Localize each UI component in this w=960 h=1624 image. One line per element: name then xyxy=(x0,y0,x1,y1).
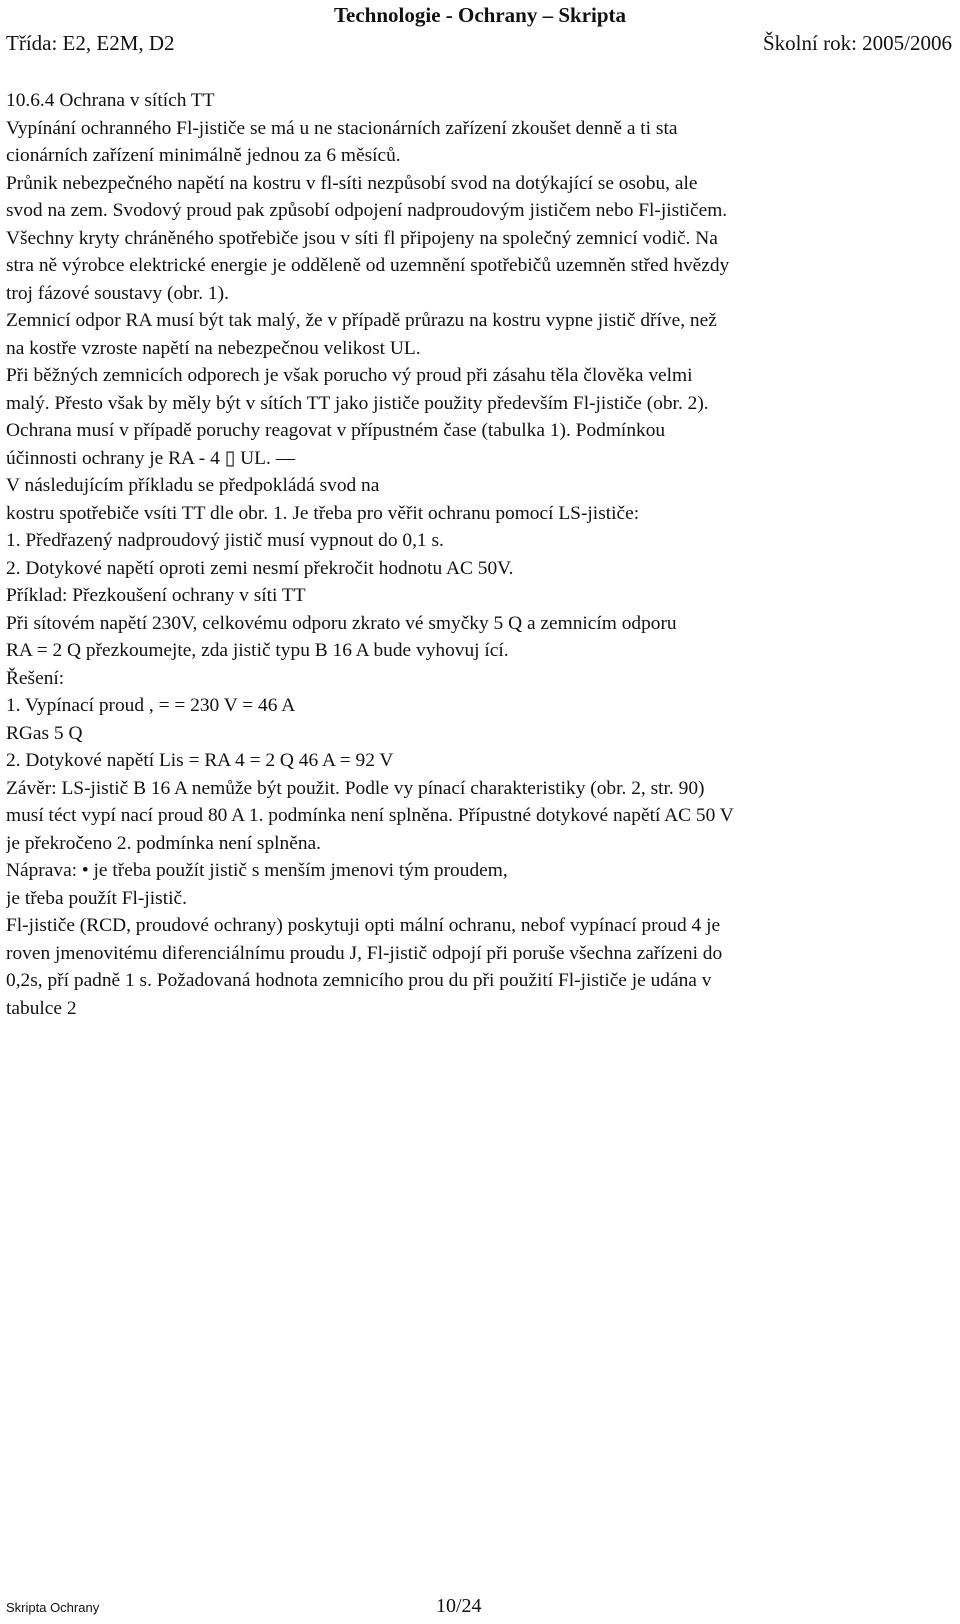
body-line: troj fázové soustavy (obr. 1). xyxy=(6,282,229,304)
footer-doc-name: Skripta Ochrany xyxy=(6,1600,100,1615)
body-line: je překročeno 2. podmínka není splněna. xyxy=(6,832,322,854)
header-title: Technologie - Ochrany – Skripta xyxy=(333,3,627,27)
body-line: na kostře vzroste napětí na nebezpečnou velikost UL. xyxy=(6,337,421,359)
body-line: cionárních zařízení minimálně jednou za 6 měsíců. xyxy=(6,145,401,166)
body-line: Fl-jističe (RCD, proudové ochrany) poskytuji opti mální ochranu, nebof vypínací proud 4 je xyxy=(6,915,721,936)
header-class-label: Třída: E2, E2M, D2 xyxy=(6,31,175,55)
body-line: Zemnicí odpor RA musí být tak malý, že v případě průrazu na kostru vypne jistič dříve, než xyxy=(6,310,717,331)
body-line: V následujícím příkladu se předpokládá svod na xyxy=(6,475,380,496)
body-line: Ochrana musí v případě poruchy reagovat v přípustném čase (tabulka 1). Podmínkou xyxy=(6,420,666,441)
body-line: Všechny kryty chráněného spotřebiče jsou v síti fl připojeny na společný zemnicí vodič. Na xyxy=(6,227,718,249)
body-line: 2. Dotykové napětí oproti zemi nesmí překročit hodnotu AC 50V. xyxy=(6,557,514,579)
body-line: roven jmenovitému diferenciálnímu proudu J, Fl-jistič odpojí při poruše všechna zařízeni do xyxy=(6,942,723,964)
body-line: Průnik nebezpečného napětí na kostru v fl-síti nezpůsobí svod na dotýkající se osobu, ale xyxy=(6,172,698,194)
body-line: účinnosti ochrany je RA - 4 ▯ UL. — xyxy=(6,447,296,469)
body-line: musí téct vypí nací proud 80 A 1. podmínka není splněna. Přípustné dotykové napětí AC 50 V xyxy=(6,805,734,826)
body-line: svod na zem. Svodový proud pak způsobí odpojení nadproudovým jističem nebo Fl-jističem. xyxy=(6,200,728,221)
body-line: je třeba použít Fl-jistič. xyxy=(6,887,187,909)
body-line: 1. Předřazený nadproudový jistič musí vypnout do 0,1 s. xyxy=(6,530,444,551)
body-line: RA = 2 Q přezkoumejte, zda jistič typu B 16 A bude vyhovuj ící. xyxy=(6,640,509,661)
body-line: 0,2s, pří padně 1 s. Požadovaná hodnota zemnicího prou du při použití Fl-jističe je udána v xyxy=(6,970,712,991)
body-line: RGas 5 Q xyxy=(6,722,83,744)
footer-page-number: 10/24 xyxy=(436,1595,482,1617)
body-line: Vypínání ochranného Fl-jističe se má u ne stacionárních zařízení zkoušet denně a ti sta xyxy=(6,117,678,139)
body-line: Závěr: LS-jistič B 16 A nemůže být použit. Podle vy pínací charakteristiky (obr. 2, str. 90) xyxy=(6,777,705,799)
body-line: stra ně výrobce elektrické energie je odděleně od uzemnění spotřebičů uzemněn střed hvězdy xyxy=(6,255,730,276)
body-line: Při sítovém napětí 230V, celkovému odporu zkrato vé smyčky 5 Q a zemnicím odporu xyxy=(6,612,677,634)
body-line: 2. Dotykové napětí Lis = RA 4 = 2 Q 46 A = 92 V xyxy=(6,750,394,771)
body-line: tabulce 2 xyxy=(6,997,77,1019)
section-heading: 10.6.4 Ochrana v sítích TT xyxy=(6,90,215,111)
body-line: 1. Vypínací proud , = = 230 V = 46 A xyxy=(6,695,296,716)
solution-heading: Řešení: xyxy=(6,667,65,689)
document-body xyxy=(6,87,954,1022)
header-school-year: Školní rok: 2005/2006 xyxy=(762,31,952,55)
example-heading: Příklad: Přezkoušení ochrany v síti TT xyxy=(6,585,306,606)
body-line: kostru spotřebiče vsíti TT dle obr. 1. Je třeba pro věřit ochranu pomocí LS-jističe: xyxy=(6,502,640,524)
body-line: Při běžných zemnicích odporech je však porucho vý proud při zásahu těla člověka velmi xyxy=(6,365,693,386)
body-line: Náprava: • je třeba použít jistič s menším jmenovi tým proudem, xyxy=(6,860,508,881)
body-line: malý. Přesto však by měly být v sítích TT jako jističe použity především Fl-jističe (obr. 2). xyxy=(6,392,709,414)
